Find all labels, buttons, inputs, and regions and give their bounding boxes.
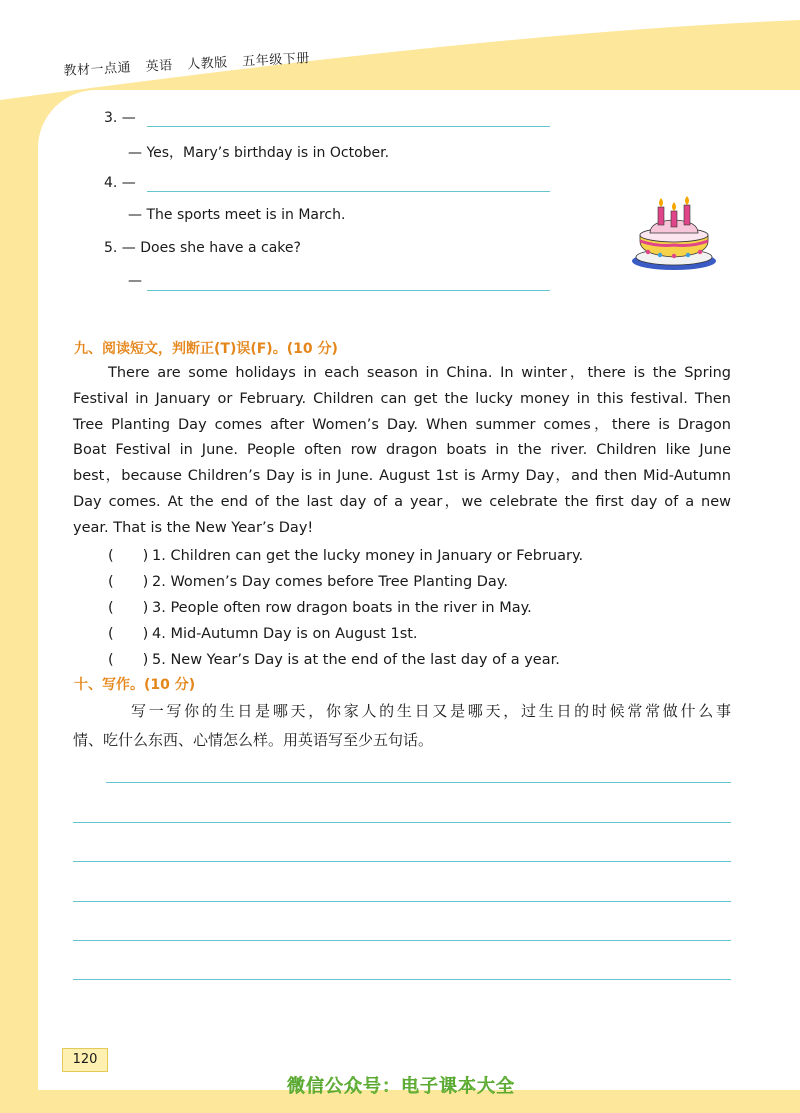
statement-3: 3. People often row dragon boats in the river in May. [152,600,532,616]
statement-2: 2. Women’s Day comes before Tree Planting Day. [152,574,508,590]
passage-line-3: Tree Planting Day comes after Women’s Day. When summer comes，there is Dragon [73,416,731,433]
header-subject: 英语 [145,58,174,75]
answer-blank-2[interactable]: ( ) [108,574,149,590]
writing-prompt-line-1: 写一写你的生日是哪天，你家人的生日又是哪天，过生日的时候常常做什么事 [131,702,731,720]
judge-item-2 [108,570,508,591]
judge-item-4 [108,622,418,643]
passage-line-7: year. That is the New Year’s Day! [73,519,314,536]
passage-line-1: There are some holidays in each season in China. In winter，there is the Spring [108,365,731,381]
question-5-dash: — [128,273,142,289]
passage-line-5: best，because Children’s Day is in June. August 1st is Army Day，and then Mid-Autumn [73,468,731,485]
statement-1: 1. Children can get the lucky money in January or February. [152,548,584,564]
writing-prompt [73,697,731,755]
question-4-answer: — The sports meet is in March. [128,207,346,223]
section-10-title: 十、写作。(10 分) [74,677,196,693]
header-edition: 人教版 [186,55,229,73]
answer-line-5[interactable] [147,290,550,291]
answer-blank-1[interactable]: ( ) [108,548,149,564]
judge-item-1 [108,544,583,565]
writing-line-3[interactable] [73,861,731,862]
answer-blank-5[interactable]: ( ) [108,652,149,668]
watermark: 微信公众号：电子课本大全 [287,1076,515,1097]
judge-item-3 [108,596,532,617]
writing-line-2[interactable] [73,822,731,823]
page-number: 120 [62,1048,108,1072]
birthday-cake-icon [628,195,720,275]
reading-passage [73,361,731,542]
question-4-number: 4. — [104,175,136,191]
answer-line-3[interactable] [147,126,550,127]
question-3-answer: — Yes，Mary’s birthday is in October. [128,145,390,161]
statement-4: 4. Mid-Autumn Day is on August 1st. [152,626,418,642]
judge-item-5 [108,648,560,669]
header-book: 教材一点通 [63,60,132,79]
passage-line-6: Day comes. At the end of the last day of a year，we celebrate the first day of a new [73,493,731,510]
answer-blank-3[interactable]: ( ) [108,600,149,616]
writing-line-1[interactable] [106,782,731,783]
statement-5: 5. New Year’s Day is at the end of the last day of a year. [152,652,560,668]
answer-line-4[interactable] [147,191,550,192]
writing-line-5[interactable] [73,940,731,941]
answer-blank-4[interactable]: ( ) [108,626,149,642]
writing-line-4[interactable] [73,901,731,902]
header-grade: 五年级下册 [241,51,311,70]
writing-prompt-line-2: 情、吃什么东西、心情怎么样。用英语写至少五句话。 [73,731,434,749]
section-9-title: 九、阅读短文，判断正(T)误(F)。(10 分) [74,341,338,357]
question-5-prompt: 5. — Does she have a cake? [104,240,301,256]
passage-line-4: Boat Festival in June. People often row dragon boats in the river. Children like June [73,442,731,459]
writing-line-6[interactable] [73,979,731,980]
question-3-number: 3. — [104,110,136,126]
passage-line-2: Festival in January or February. Children can get the lucky money in this festival. Then [73,390,731,407]
